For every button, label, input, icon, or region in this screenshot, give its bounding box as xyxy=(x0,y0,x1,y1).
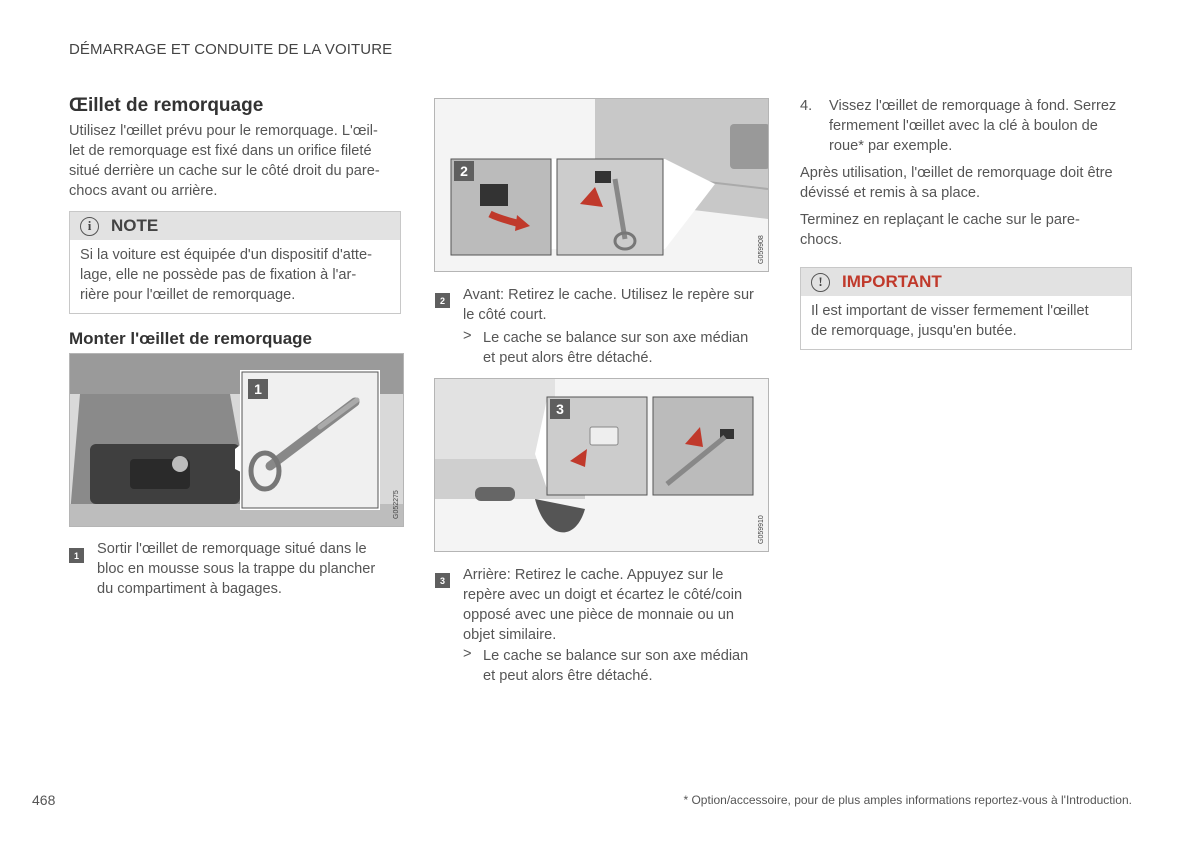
step-2-result-marker: > xyxy=(463,328,472,344)
warning-icon: ! xyxy=(811,273,830,292)
step-2-result: Le cache se balance sur son axe médian et peut alors être détaché. xyxy=(483,330,749,366)
trunk-illustration xyxy=(70,354,403,526)
front-bumper-illustration xyxy=(435,99,768,271)
figure-1 xyxy=(69,353,404,527)
step-3-badge: 3 xyxy=(435,573,450,588)
note-body: Si la voiture est équipée d'un dispositif d'atte- lage, elle ne possède pas de fixation à l'ar- rière pour l'œillet de remorquage. xyxy=(80,247,372,303)
step-3-text: Arrière: Retirez le cache. Appuyez sur le repère avec un doigt et écartez le côté/coin opposé avec une pièce de monnaie ou un objet similaire. xyxy=(463,567,743,643)
step-4-number: 4. xyxy=(800,98,813,114)
important-body: Il est important de visser fermement l'œillet de remorquage, jusqu'en butée. xyxy=(811,303,1089,339)
finish-text: Terminez en replaçant le cache sur le pare- chocs. xyxy=(800,212,1080,248)
step-2-text: Avant: Retirez le cache. Utilisez le repère sur le côté court. xyxy=(463,287,754,323)
step-2-badge: 2 xyxy=(435,293,450,308)
step-3-result: Le cache se balance sur son axe médian et peut alors être détaché. xyxy=(483,648,749,684)
info-icon: i xyxy=(80,217,99,236)
important-box xyxy=(800,267,1132,350)
figure-2 xyxy=(434,98,769,272)
note-title: NOTE xyxy=(111,216,159,235)
note-box xyxy=(69,211,401,314)
figure-3-number: 3 xyxy=(550,399,570,419)
important-title: IMPORTANT xyxy=(842,272,942,291)
note-header xyxy=(70,212,400,240)
step-1-text: Sortir l'œillet de remorquage situé dans le bloc en mousse sous la trappe du plancher du compartiment à bagages. xyxy=(97,541,376,597)
step-3-result-marker: > xyxy=(463,646,472,662)
figure-2-code: G059908 xyxy=(758,235,765,264)
figure-1-number: 1 xyxy=(248,379,268,399)
step-1-badge: 1 xyxy=(69,548,84,563)
page-number: 468 xyxy=(32,792,56,808)
figure-3 xyxy=(434,378,769,552)
important-header xyxy=(801,268,1131,296)
figure-1-code: G052275 xyxy=(393,490,400,519)
running-header: DÉMARRAGE ET CONDUITE DE LA VOITURE xyxy=(69,41,393,58)
subsection-title: Monter l'œillet de remorquage xyxy=(69,329,313,348)
rear-bumper-illustration xyxy=(435,379,768,551)
after-use-text: Après utilisation, l'œillet de remorquage doit être dévissé et remis à sa place. xyxy=(800,165,1113,201)
intro-text: Utilisez l'œillet prévu pour le remorquage. L'œil- let de remorquage est fixé dans un orifice fileté situé derrière un cache sur le côté droit du pare- chocs avant ou arrière. xyxy=(69,123,380,199)
figure-2-number: 2 xyxy=(454,161,474,181)
footnote: * Option/accessoire, pour de plus amples informations reportez-vous à l'Introduction. xyxy=(683,793,1132,807)
section-title: Œillet de remorquage xyxy=(69,95,264,116)
figure-3-code: G059910 xyxy=(758,515,765,544)
step-4-text: Vissez l'œillet de remorquage à fond. Serrez fermement l'œillet avec la clé à boulon de roue* par exemple. xyxy=(829,98,1117,154)
